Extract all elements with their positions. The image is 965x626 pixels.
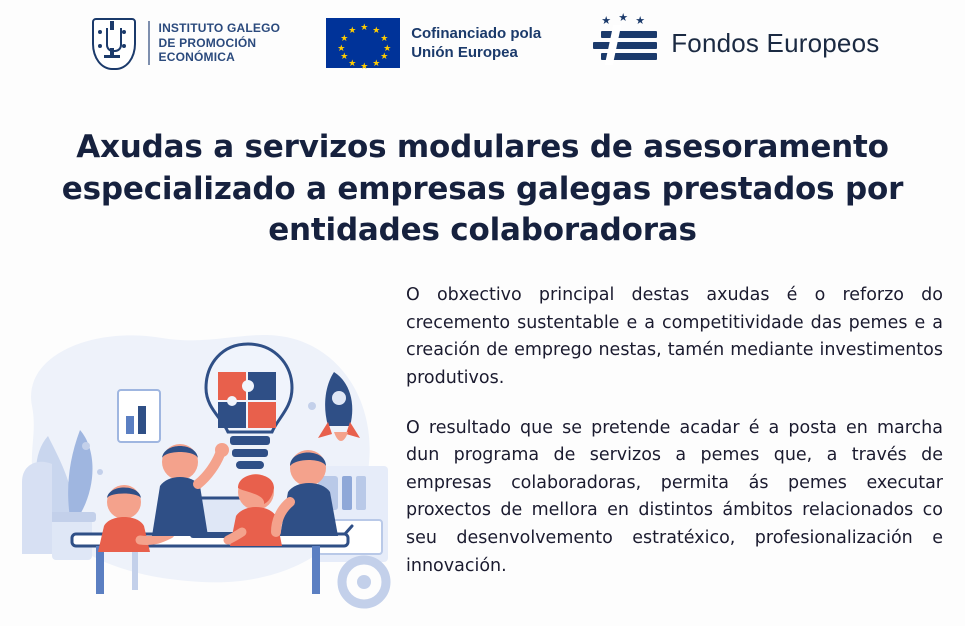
body-text bbox=[406, 282, 943, 602]
eu-line-2: Unión Europea bbox=[411, 44, 518, 61]
team-collaboration-illustration bbox=[12, 286, 397, 616]
eu-logo-text bbox=[411, 24, 541, 63]
eu-cofinancing-logo bbox=[326, 18, 542, 72]
igape-logo-text bbox=[148, 21, 281, 65]
european-union-flag-icon: ★ ★ ★ ★ ★ ★ ★ ★ ★ ★ ★ ★ bbox=[326, 18, 400, 68]
igape-line-2: DE PROMOCIÓN bbox=[158, 35, 257, 50]
fondos-europeos-label: Fondos Europeos bbox=[671, 27, 880, 58]
paragraph-2: O resultado que se pretende acadar é a posta en marcha dun programa de servizos a pemes que, a través de empresas colaboradoras, permita ás pemes executar proxectos de mellora en distintos ámbitos relacionados co seu desenvolvemento estratéxico, profesionalización e innovación. bbox=[406, 417, 943, 576]
eu-line-1: Cofinanciado pola bbox=[411, 24, 542, 42]
fondos-europeos-mark-icon: ★ ★ ★ bbox=[587, 15, 659, 71]
logo-band bbox=[0, 0, 965, 86]
paragraph-1: O obxectivo principal destas axudas é o reforzo do crecemento sustentable e a competitividade das pemes e a creación de emprego nestas, tamén mediante investimentos produtivos. bbox=[406, 285, 943, 388]
galicia-coat-of-arms-icon bbox=[86, 14, 138, 72]
igape-logo bbox=[86, 14, 281, 72]
fondos-europeos-logo bbox=[587, 11, 880, 71]
page-title: Axudas a servizos modulares de asesoramento especializado a empresas galegas prestados por entidades colaboradoras bbox=[61, 128, 904, 249]
igape-line-3: ECONÓMICA bbox=[158, 50, 235, 65]
igape-line-1: INSTITUTO GALEGO bbox=[158, 21, 281, 36]
